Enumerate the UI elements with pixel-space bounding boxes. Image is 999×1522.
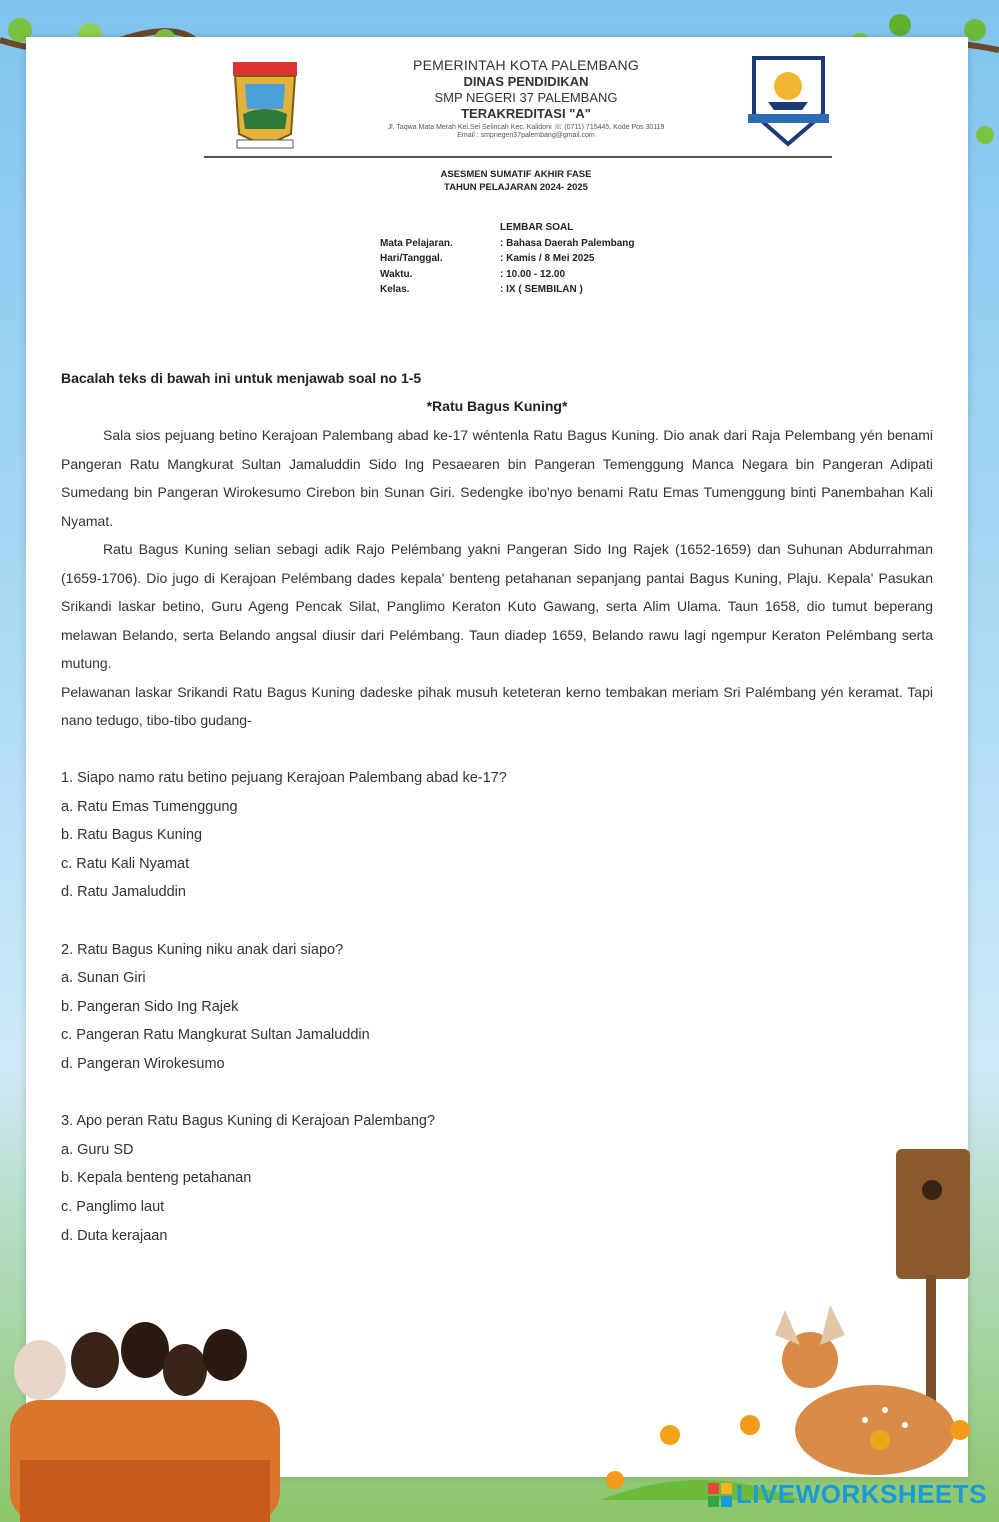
- info-label: Hari/Tanggal.: [380, 253, 443, 264]
- question-1: [61, 764, 507, 907]
- reading-passage: [61, 421, 933, 735]
- info-value: : 10.00 - 12.00: [500, 268, 566, 280]
- question-2: [61, 936, 507, 1079]
- accreditation: TERAKREDITASI "A": [461, 106, 591, 121]
- question-stem: 1. Siapo namo ratu betino pejuang Kerajoan Palembang abad ke-17?: [61, 770, 507, 786]
- question-stem: 3. Apo peran Ratu Bagus Kuning di Kerajoan Palembang?: [61, 1113, 436, 1130]
- exam-title-line2: TAHUN PELAJARAN 2024- 2025: [444, 182, 588, 193]
- letterhead-text: [316, 57, 736, 139]
- exam-info: [380, 220, 635, 298]
- info-value: : Bahasa Daerah Palembang: [500, 237, 635, 249]
- city-emblem-icon: [229, 54, 301, 154]
- passage-paragraph: Ratu Bagus Kuning selian sebagi adik Rajo Pelémbang yakni Pangeran Sido Ing Rajek (1652-1659) dan Suhunan Abdurrahman (1659-1706). Dio jugo di Kerajoan Pelémbang dades kepala' benteng petahanan sepanjang pantai Bagus Kuning, Plaju. Kepala' Pasukan Srikandi laskar betino, Guru Ageng Pencak Silat, Panglimo Keraton Kuto Gawang, serta Alim Ulama. Taun 1658, dio tumut beperang melawan Belando, serta Belando angsal diusir dari Pelémbang. Taun diadep 1659, Belando rawu lagi ngempur Keraton Pelémbang serta mutung.: [61, 541, 933, 671]
- answer-option[interactable]: d. Ratu Jamaluddin: [61, 884, 186, 901]
- info-row: [380, 251, 635, 267]
- school-name: SMP NEGERI 37 PALEMBANG: [434, 90, 618, 105]
- exam-title-line1: ASESMEN SUMATIF AKHIR FASE: [440, 169, 592, 180]
- info-row: [380, 236, 635, 252]
- dept-name: DINAS PENDIDIKAN: [463, 74, 589, 89]
- lembar-soal: LEMBAR SOAL: [500, 222, 574, 233]
- info-value: : IX ( SEMBILAN ): [500, 284, 583, 295]
- answer-option[interactable]: c. Pangeran Ratu Mangkurat Sultan Jamaluddin: [61, 1027, 370, 1044]
- watermark-text: LIVEWORKSHEETS: [735, 1479, 987, 1509]
- letterhead-divider: [204, 156, 832, 158]
- liveworksheets-watermark: [708, 1479, 987, 1510]
- school-email: Email : smpnegeri37palembang@gmail.com: [457, 132, 595, 139]
- worksheet-paper: [26, 37, 968, 1477]
- info-row: [380, 282, 635, 298]
- answer-option[interactable]: d. Duta kerajaan: [61, 1227, 168, 1244]
- school-logo-icon: [746, 54, 831, 149]
- answer-option[interactable]: a. Sunan Giri: [61, 970, 146, 987]
- answer-option[interactable]: b. Ratu Bagus Kuning: [61, 827, 203, 844]
- info-label: Waktu.: [380, 268, 413, 280]
- question-stem: 2. Ratu Bagus Kuning niku anak dari siapo?: [61, 941, 344, 958]
- reading-instruction: Bacalah teks di bawah ini untuk menjawab soal no 1-5: [61, 370, 422, 386]
- passage-paragraph: Pelawanan laskar Srikandi Ratu Bagus Kuning dadeske pihak musuh keteteran kerno tembakan meriam Sri Palémbang yén keramat. Tapi nano tedugo, tibo-tibo gudang-: [61, 683, 933, 728]
- info-label: Kelas.: [380, 284, 410, 295]
- passage-paragraph: Sala sios pejuang betino Kerajoan Palembang abad ke-17 wéntenla Ratu Bagus Kuning. Dio anak dari Raja Pelembang yén benami Pangeran Ratu Mangkurat Sultan Jamaluddin Sido Ing Pesaearen bin Pangeran Temenggung Manca Negara bin Pangeran Adipati Sumedang bin Pangeran Wirokesumo Cirebon bin Sunan Giri. Sedengke ibo'nyo benami Ratu Emas Tumenggung binti Panembahan Kali Nyamat.: [61, 427, 933, 529]
- info-label: Mata Pelajaran.: [380, 237, 453, 249]
- answer-option[interactable]: a. Ratu Emas Tumenggung: [61, 798, 238, 815]
- question-list: [61, 764, 507, 1279]
- question-3: [61, 1107, 507, 1250]
- answer-option[interactable]: b. Pangeran Sido Ing Rajek: [61, 998, 239, 1015]
- story-title: *Ratu Bagus Kuning*: [426, 398, 568, 414]
- answer-option[interactable]: b. Kepala benteng petahanan: [61, 1170, 252, 1187]
- info-value: : Kamis / 8 Mei 2025: [500, 253, 595, 264]
- answer-option[interactable]: c. Panglimo laut: [61, 1198, 165, 1215]
- students-illustration: [0, 1310, 300, 1522]
- school-address: Jl. Taqwa Mata Merah Kel.Sei Selincah Kec. Kalidoni ☏ (0711) 715445, Kode Pos 30119: [387, 124, 665, 131]
- answer-option[interactable]: a. Guru SD: [61, 1141, 134, 1158]
- gov-name: PEMERINTAH KOTA PALEMBANG: [413, 57, 639, 73]
- answer-option[interactable]: d. Pangeran Wirokesumo: [61, 1055, 225, 1072]
- exam-title: [326, 168, 706, 194]
- answer-option[interactable]: c. Ratu Kali Nyamat: [61, 855, 190, 872]
- info-row: [380, 267, 635, 283]
- liveworksheets-logo-icon: [708, 1483, 732, 1507]
